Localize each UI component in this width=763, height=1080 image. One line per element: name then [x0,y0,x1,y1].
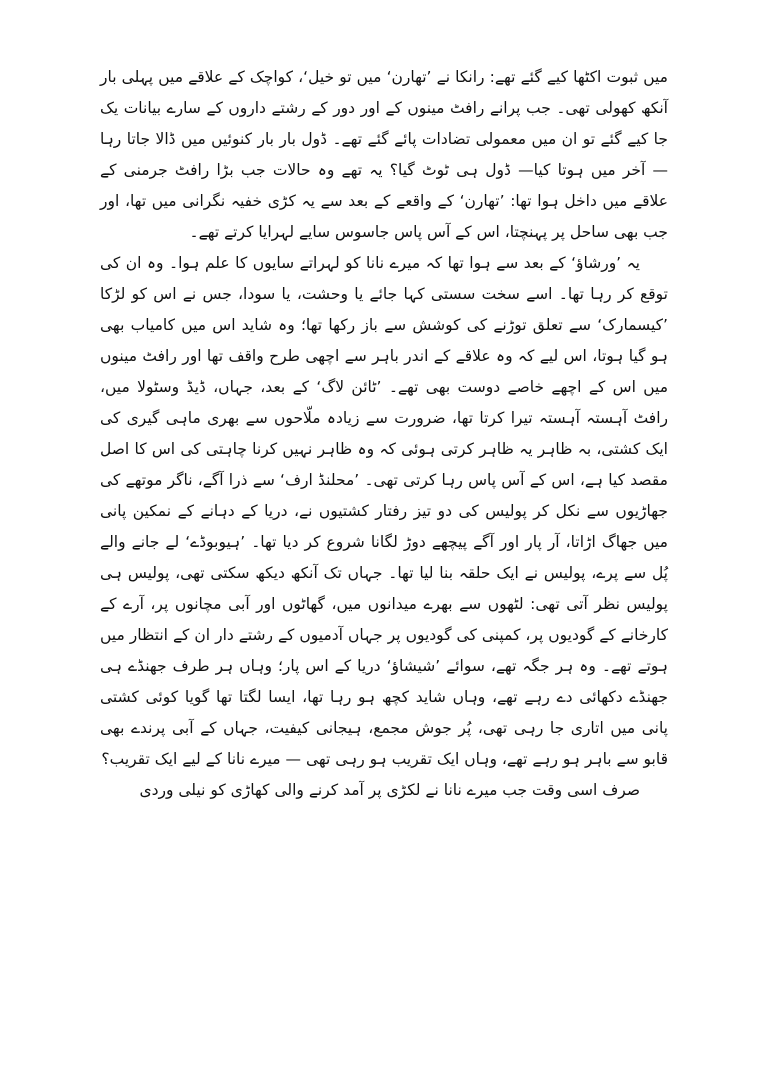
paragraph-second: یہ ’ورشاؤ‘ کے بعد سے ہوا تھا کہ میرے نانا کو لہراتے سایوں کا علم ہوا۔ وہ ان کی توقع کر رہا تھا۔ اسے سخت سستی کہا جائے یا وحشت، یا سودا، جس نے اس کو لڑکا ’کیسمارک‘ سے تعلق توڑنے کی کوشش سے باز رکھا تھا؛ وہ شاید اس میں کامیاب بھی ہو گیا ہوتا، اس لیے کہ وہ علاقے کے اندر باہر سے اچھی طرح واقف تھا اور رافٹ مینوں میں اس کے اچھے خاصے دوست بھی تھے۔ ’ٹائن لاگ‘ کے بعد، جہاں، ڈیڈ وسٹولا میں، رافٹ آہستہ آہستہ تیرا کرتا تھا، ضرورت سے زیادہ ملّاحوں سے بھری ماہی گیری کی ایک کشتی، بہ ظاہر یہ ظاہر کرتی ہوئی کہ وہ ظاہر نہیں کرنا چاہتی کی اس کا اصل مقصد کیا ہے، اس کے آس پاس رہا کرتی تھی۔ ’محلنڈ ارف‘ سے ذرا آگے، ناگر موتھے کی جھاڑیوں سے نکل کر پولیس کی دو تیز رفتار کشتیوں نے، دریا کے دہانے کے نمکین پانی میں جھاگ اڑاتا، آر پار اور آگے پیچھے دوڑ لگانا شروع کر دیا تھا۔ ’ہیوبوڈے‘ لے جانے والے پُل سے پرے، پولیس نے ایک حلقہ بنا لیا تھا۔ جہاں تک آنکھ دیکھ سکتی تھی، پولیس ہی پولیس نظر آتی تھی: لٹھوں سے بھرے میدانوں میں، گھاٹوں اور آبی مچانوں پر، آرے کے کارخانے کے گودیوں پر، کمپنی کی گودیوں پر جہاں آدمیوں کے رشتے دار ان کے انتظار میں ہوتے تھے۔ وہ ہر جگہ تھے، سوائے ’شیشاؤ‘ دریا کے اس پار؛ وہاں ہر طرف جھنڈے ہی جھنڈے دکھائی دے رہے تھے، وہاں شاید کچھ ہو رہا تھا، ایسا لگتا تھا گویا کوئی کشتی پانی میں اتاری جا رہی تھی، پُر جوش مجمع، ہیجانی کیفیت، جہاں کے آبی پرندے بھی قابو سے باہر ہو رہے تھے، وہاں ایک تقریب ہو رہی تھی — میرے نانا کے لیے ایک تقریب؟ [100,254,668,768]
paragraph-continuation: میں ثبوت اکٹھا کیے گئے تھے: رانکا نے ’تھارن‘ میں تو خیل‘، کواچک کے علاقے میں پہلی بار آنکھ کھولی تھی۔ جب پرانے رافٹ مینوں کے اور دور کے رشتے داروں کے سارے بیانات یک جا کیے گئے تو ان میں معمولی تضادات پائے گئے تھے۔ ڈول بار بار کنوئیں میں ڈالا جاتا رہا— آخر میں ہوتا کیا— ڈول ہی ٹوٹ گیا؟ یہ تھے وہ حالات جب بڑا رافٹ جرمنی کے علاقے میں داخل ہوا تھا: ’تھارن‘ کے واقعے کے بعد سے یہ کڑی خفیہ نگرانی میں تھا، اور جب بھی ساحل پر پہنچتا، اس کے آس پاس جاسوس سایے لہرایا کرتے تھے۔ [100,68,668,241]
paragraph-third: صرف اسی وقت جب میرے نانا نے لکڑی پر آمد کرنے والی کھاڑی کو نیلی وردی [139,781,640,799]
body-text [100,62,668,806]
